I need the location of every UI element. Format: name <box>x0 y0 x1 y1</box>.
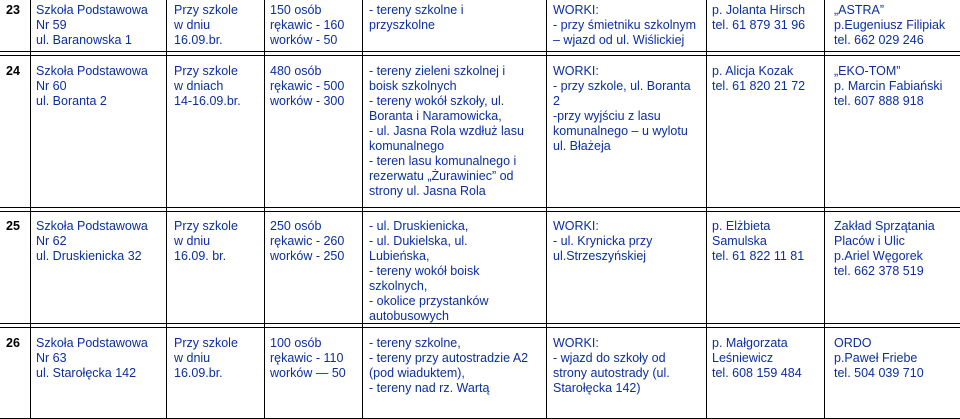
school-cell: Szkoła Podstawowa Nr 63 ul. Starołęcka 142 <box>36 336 148 380</box>
coordinator-cell: p. Elżbieta Samulska tel. 61 822 11 81 <box>712 219 805 263</box>
participants-cell: 480 osób rękawic - 500 worków - 300 <box>270 64 345 108</box>
participants-cell: 250 osób rękawic - 260 worków - 250 <box>270 219 345 263</box>
row-number: 25 <box>6 219 20 233</box>
participants-cell: 150 osób rękawic - 160 worków - 50 <box>270 3 345 47</box>
school-cell: Szkoła Podstawowa Nr 59 ul. Baranowska 1 <box>36 3 148 47</box>
areas-cell: - tereny szkolne i przyszkolne <box>369 3 464 32</box>
bags-cell: WORKI: - ul. Krynicka przy ul.Strzeszyńskiej <box>553 219 653 263</box>
company-cell: Zakład Sprzątania Placów i Ulic p.Ariel Węgorek tel. 662 378 519 <box>834 219 935 278</box>
date-cell: Przy szkole w dniach 14-16.09.br. <box>174 64 241 108</box>
date-cell: Przy szkole w dniu 16.09. br. <box>174 219 238 263</box>
date-cell: Przy szkole w dniu 16.09.br. <box>174 336 238 380</box>
row-number: 26 <box>6 336 20 350</box>
company-cell: „EKO-TOM” p. Marcin Fabiański tel. 607 888 918 <box>834 64 943 108</box>
date-cell: Przy szkole w dniu 16.09.br. <box>174 3 238 47</box>
bags-cell: WORKI: - przy szkole, ul. Boranta 2 -przy wyjściu z lasu komunalnego – u wylotu ul. Błażeja <box>553 64 691 153</box>
school-cell: Szkoła Podstawowa Nr 62 ul. Druskienicka 32 <box>36 219 148 263</box>
areas-cell: - tereny zieleni szkolnej i boisk szkolnych - tereny wokół szkoły, ul. Boranta i Naramowicka, - ul. Jasna Rola wzdłuż lasu komunalnego - teren lasu komunalnego i rezerwatu „Żurawiniec” od strony ul. Jasna Rola <box>369 64 524 198</box>
participants-cell: 100 osób rękawic - 110 worków — 50 <box>270 336 346 380</box>
coordinator-cell: p. Alicja Kozak tel. 61 820 21 72 <box>712 64 806 93</box>
row-number: 24 <box>6 64 20 78</box>
areas-cell: - ul. Druskienicka, - ul. Dukielska, ul. Lubieńska, - tereny wokół boisk szkolnych, - okolice przystanków autobusowych <box>369 219 489 323</box>
bags-cell: WORKI: - przy śmietniku szkolnym – wjazd od ul. Wiślickiej <box>553 3 697 47</box>
company-cell: „ASTRA” p.Eugeniusz Filipiak tel. 662 029 246 <box>834 3 946 47</box>
bags-cell: WORKI: - wjazd do szkoły od strony autostrady (ul. Starołęcka 142) <box>553 336 670 395</box>
coordinator-cell: p. Małgorzata Leśniewicz tel. 608 159 484 <box>712 336 802 380</box>
school-cell: Szkoła Podstawowa Nr 60 ul. Boranta 2 <box>36 64 148 108</box>
coordinator-cell: p. Jolanta Hirsch tel. 61 879 31 96 <box>712 3 806 32</box>
areas-cell: - tereny szkolne, - tereny przy autostradzie A2 (pod wiaduktem), - tereny nad rz. Wartą <box>369 336 529 395</box>
row-number: 23 <box>6 3 20 17</box>
company-cell: ORDO p.Paweł Friebe tel. 504 039 710 <box>834 336 924 380</box>
